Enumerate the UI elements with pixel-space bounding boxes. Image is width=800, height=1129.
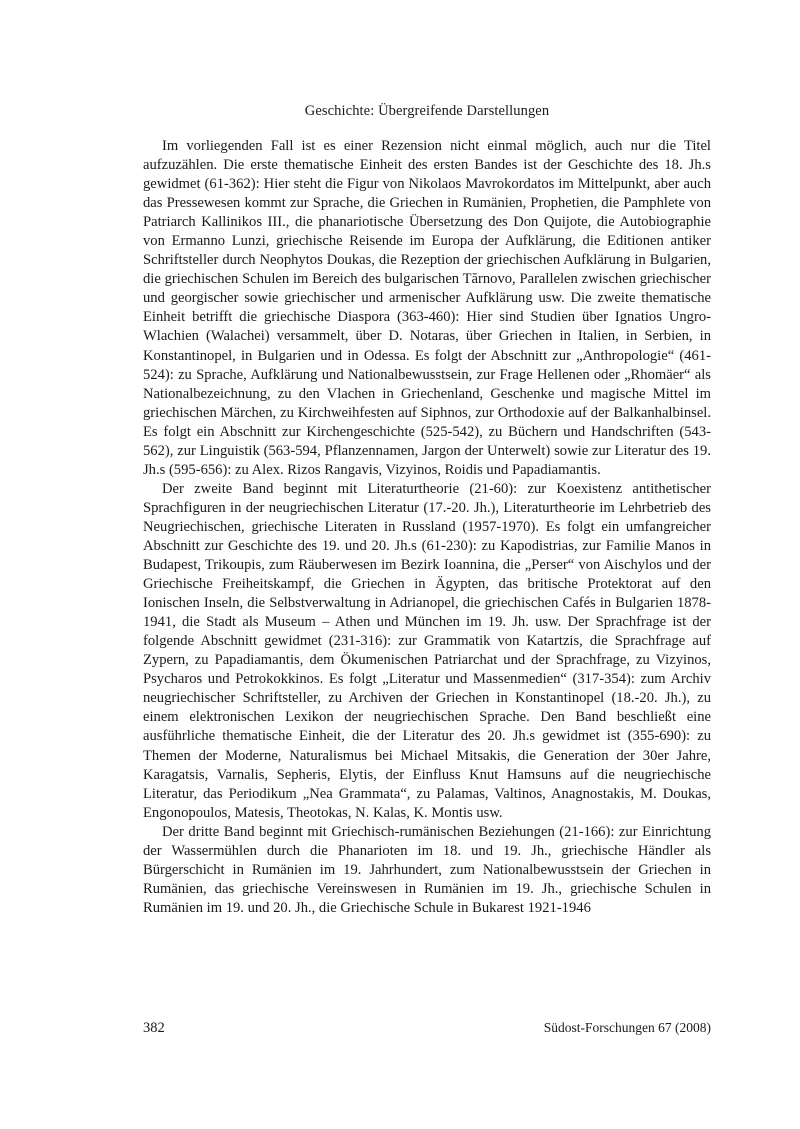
running-head: Geschichte: Übergreifende Darstellungen — [304, 103, 550, 119]
journal-reference: Südost-Forschungen 67 (2008) — [543, 1020, 711, 1035]
document-page — [143, 0, 711, 1129]
paragraph: Der dritte Band beginnt mit Griechisch-rumänischen Beziehungen (21-166): zur Einrichtung der Wassermühlen durch die Phanarioten im 18. und 19. Jh., griechische Händler als Bürgerschicht in Rumänien im 19. Jahrhundert, zum Nationalbewusstsein der Griechen in Rumänien, das griechische Vereinswesen in Rumänien im 19. Jh., griechische Schulen in Rumänien im 19. und 20. Jh., die Griechische Schule in Bukarest 1921-1946 — [143, 823, 711, 916]
paragraph: Im vorliegenden Fall ist es einer Rezension nicht einmal möglich, auch nur die Titel aufzuzählen. Die erste thematische Einheit des ersten Bandes ist der Geschichte des 18. Jh.s gewidmet (61-362): Hier steht die Figur von Nikolaos Mavrokordatos im Mittelpunkt, aber auch das Pressewesen kommt zur Sprache, die Griechen in Rumänien, Prophetien, die Pamphlete von Patriarch Kallinikos III., die phanariotische Übersetzung des Don Quijote, die Autobiographie von Ermanno Lunzi, griechische Reisende im Europa der Aufklärung, die Editionen antiker Schriftsteller durch Neophytos Doukas, die Rezeption der griechischen Aufklärung in Bulgarien, die griechischen Schulen im Bereich des bulgarischen Tărnovo, Parallelen zwischen griechischer und georgischer sowie griechischer und armenischer Aufklärung usw. Die zweite thematische Einheit betrifft die griechische Diaspora (363-460): Hier sind Studien über Ignatios Ungro-Wlachien (Walachei) versammelt, über D. Notaras, über Griechen in Italien, in Serbien, in Konstantinopel, in Bulgarien und in Odessa. Es folgt der Abschnitt zur „Anthropologie“ (461-524): zu Sprache, Aufklärung und Nationalbewusstsein, zur Frage Hellenen oder „Rhomäer“ als Nationalbezeichnung, zu den Vlachen in Griechenland, Geschenke und magische Mittel im griechischen Märchen, zu Kirchweihfesten auf Siphnos, zur Orthodoxie auf der Balkanhalbinsel. Es folgt ein Abschnitt zur Kirchengeschichte (525-542), zu Büchern und Handschriften (543-562), zur Linguistik (563-594, Pflanzennamen, Jargon der Unterwelt) sowie zur Literatur des 19. Jh.s (595-656): zu Alex. Rizos Rangavis, Vizyinos, Roidis und Papadiamantis. — [143, 138, 711, 478]
page-number: 382 — [143, 1020, 165, 1036]
body-text — [143, 137, 711, 918]
paragraph: Der zweite Band beginnt mit Literaturtheorie (21-60): zur Koexistenz antithetischer Sprachfiguren in der neugriechischen Literatur (17.-20. Jh.), Literaturtheorie im Lehrbetrieb des Neugriechischen, griechische Literaten in Russland (1957-1970). Es folgt ein umfangreicher Abschnitt zur Geschichte des 19. und 20. Jh.s (61-230): zu Kapodistrias, zur Familie Manos in Budapest, Trikoupis, zum Räuberwesen im Bezirk Ioannina, die „Perser“ von Aischylos und der Griechische Freiheitskampf, die Griechen in Ägypten, das britische Protektorat auf den Ionischen Inseln, die Selbstverwaltung in Adrianopel, die griechischen Cafés in Bulgarien 1878-1941, die Stadt als Museum – Athen und München im 19. Jh. usw. Der Sprachfrage ist der folgende Abschnitt gewidmet (231-316): zur Grammatik von Katartzis, die Sprachfrage auf Zypern, zu Papadiamantis, dem Ökumenischen Patriarchat und der Sprachfrage, zu Vizyinos, Psycharos und Petrokokkinos. Es folgt „Literatur und Massenmedien“ (317-354): zum Archiv neugriechischer Schriftsteller, zu Archiven der Griechen in Konstantinopel (18.-20. Jh.), zu einem elektronischen Lexikon der neugriechischen Sprache. Den Band beschließt eine ausführliche thematische Einheit, die der Literatur des 20. Jh.s gewidmet ist (355-690): zu Themen der Moderne, Naturalismus bei Michael Mitsakis, die Generation der 30er Jahre, Karagatsis, Varnalis, Sepheris, Elytis, der Einfluss Knut Hamsuns auf die neugriechische Literatur, das Periodikum „Nea Grammata“, zu Palamas, Valtinos, Anagnostakis, M. Doukas, Engonopoulos, Matesis, Theotokas, N. Kalas, K. Montis usw. — [143, 480, 711, 821]
